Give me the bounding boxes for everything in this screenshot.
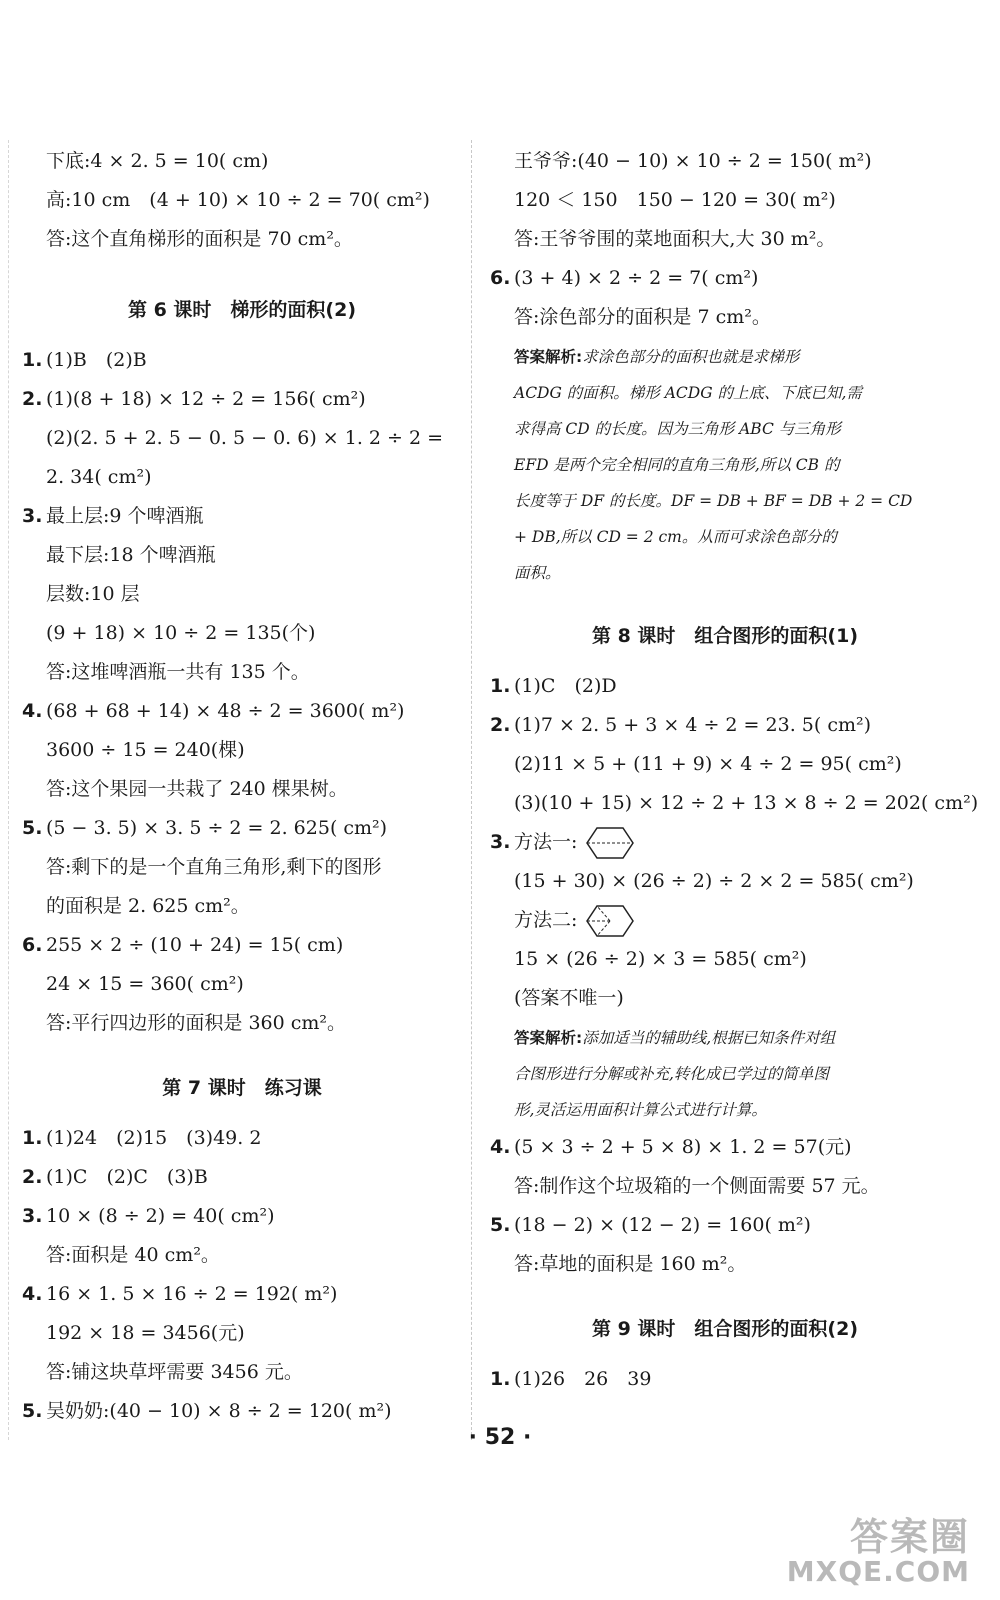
explanation-line: EFD 是两个完全相同的直角三角形,所以 CB 的: [514, 456, 840, 474]
question-number: 6.: [490, 267, 511, 289]
question-number: 2.: [22, 1166, 43, 1188]
text-line: [22, 887, 462, 926]
question-text: 10 × (8 ÷ 2) = 40( cm²): [46, 1205, 275, 1227]
question-text: (18 − 2) × (12 − 2) = 160( m²): [514, 1214, 811, 1236]
method-one-label: 方法一:: [514, 831, 578, 853]
explanation-title: 答案解析:: [514, 1029, 583, 1047]
question-line: [490, 259, 960, 298]
question-text: (1)(8 + 18) × 12 ÷ 2 = 156( cm²): [46, 388, 366, 410]
question-line: [22, 692, 462, 731]
text-line: [22, 965, 462, 1004]
question-line: [22, 926, 462, 965]
question-text: (1)C (2)C (3)B: [46, 1166, 208, 1188]
question-number: 1.: [490, 675, 511, 697]
question-number: 3.: [490, 831, 511, 853]
hexagon-split-figure: [585, 826, 635, 860]
column-divider: [471, 140, 473, 1440]
margin-line: [8, 140, 10, 1440]
question-line: [22, 1158, 462, 1197]
question-text: 答:面积是 40 cm²。: [46, 1244, 220, 1266]
question-text: 最上层:9 个啤酒瓶: [46, 505, 204, 527]
question-text: (5 − 3. 5) × 3. 5 ÷ 2 = 2. 625( cm²): [46, 817, 388, 839]
text-line: [490, 1245, 960, 1284]
question-text: (1)24 (2)15 (3)49. 2: [46, 1127, 262, 1149]
text-line: [490, 901, 960, 940]
text-line: [22, 848, 462, 887]
question-number: 3.: [22, 1205, 43, 1227]
question-text: 答:这个果园一共栽了 240 棵果树。: [46, 778, 348, 800]
text-line: [490, 1167, 960, 1206]
question-text: (2)11 × 5 + (11 + 9) × 4 ÷ 2 = 95( cm²): [514, 753, 902, 775]
question-text: (2)(2. 5 + 2. 5 − 0. 5 − 0. 6) × 1. 2 ÷ 2 =: [46, 427, 444, 449]
text-line: 下底:4 × 2. 5 = 10( cm): [46, 150, 269, 172]
text-line: [22, 653, 462, 692]
page-number: · 52 ·: [468, 1425, 532, 1450]
text-line: [22, 770, 462, 809]
question-text: 答:草地的面积是 160 m²。: [514, 1253, 747, 1275]
question-number: 2.: [22, 388, 43, 410]
question-line: [490, 667, 960, 706]
question-number: 1.: [22, 1127, 43, 1149]
method-two-label: 方法二:: [514, 909, 578, 931]
question-line: [490, 706, 960, 745]
question-line: [490, 1128, 960, 1167]
explanation-line: + DB,所以 CD = 2 cm。从而可求涂色部分的: [514, 528, 837, 546]
lesson-8-answers: [490, 667, 979, 823]
explanation-line: 求得高 CD 的长度。因为三角形 ABC 与三角形: [514, 420, 841, 438]
explanation-title: 答案解析:: [514, 348, 583, 366]
question-text: 层数:10 层: [46, 583, 140, 605]
question-number: 6.: [22, 934, 43, 956]
question-text: (5 × 3 ÷ 2 + 5 × 8) × 1. 2 = 57(元): [514, 1136, 852, 1158]
question-line: [22, 497, 462, 536]
question-number: 5.: [22, 817, 43, 839]
text-line: 15 × (26 ÷ 2) × 3 = 585( cm²): [514, 948, 807, 970]
explanation-line: [490, 1020, 960, 1056]
explanation-line: 长度等于 DF 的长度。DF = DB + BF = DB + 2 = CD: [514, 492, 913, 510]
text-line: (15 + 30) × (26 ÷ 2) ÷ 2 × 2 = 585( cm²): [514, 870, 914, 892]
question-line: [22, 380, 462, 419]
lesson-8-answers-continued: [490, 1128, 960, 1284]
question-text: (3 + 4) × 2 ÷ 2 = 7( cm²): [514, 267, 759, 289]
question-text: 3600 ÷ 15 = 240(棵): [46, 739, 245, 761]
answer-explanation-1: [490, 339, 960, 591]
section-heading-lesson-6: 第 6 课时 梯形的面积(2): [127, 299, 357, 321]
question-text: (9 + 18) × 10 ÷ 2 = 135(个): [46, 622, 316, 644]
text-line: 答:涂色部分的面积是 7 cm²。: [514, 306, 771, 328]
question-line: [490, 1360, 960, 1399]
question-line: [490, 1206, 960, 1245]
question-text: 答:剩下的是一个直角三角形,剩下的图形: [46, 856, 382, 878]
lesson-7-answers: [22, 1119, 462, 1431]
question-number: 4.: [22, 700, 43, 722]
right-column: [490, 142, 979, 1399]
question-text: 答:这堆啤酒瓶一共有 135 个。: [46, 661, 310, 683]
text-line: [22, 575, 462, 614]
question-number: 3.: [22, 505, 43, 527]
left-column: [22, 142, 462, 1431]
text-line: [22, 731, 462, 770]
question-number: 5.: [490, 1214, 511, 1236]
explanation-line: 面积。: [514, 564, 561, 582]
question-text: 答:铺这块草坪需要 3456 元。: [46, 1361, 303, 1383]
question-text: 24 × 15 = 360( cm²): [46, 973, 244, 995]
question-line: [22, 341, 462, 380]
text-line: [22, 419, 462, 458]
question-text: 255 × 2 ÷ (10 + 24) = 15( cm): [46, 934, 344, 956]
text-line: 高:10 cm (4 + 10) × 10 ÷ 2 = 70( cm²): [46, 189, 430, 211]
text-line: 王爷爷:(40 − 10) × 10 ÷ 2 = 150( m²): [514, 150, 872, 172]
watermark-url: MXQE.COM: [786, 1555, 970, 1588]
text-line: [22, 614, 462, 653]
question-line: [22, 1197, 462, 1236]
text-line: (答案不唯一): [514, 987, 624, 1009]
text-line: 答:这个直角梯形的面积是 70 cm²。: [46, 228, 353, 250]
question-text: 最下层:18 个啤酒瓶: [46, 544, 216, 566]
question-text: 16 × 1. 5 × 16 ÷ 2 = 192( m²): [46, 1283, 338, 1305]
question-text: 2. 34( cm²): [46, 466, 152, 488]
section-heading-lesson-9: 第 9 课时 组合图形的面积(2): [591, 1318, 859, 1340]
text-line: 答:王爷爷围的菜地面积大,大 30 m²。: [514, 228, 836, 250]
lesson-6-answers: [22, 341, 462, 1043]
watermark: [787, 1506, 970, 1588]
question-number: 1.: [490, 1368, 511, 1390]
answer-explanation-2: [490, 1020, 960, 1128]
question-text: (1)7 × 2. 5 + 3 × 4 ÷ 2 = 23. 5( cm²): [514, 714, 872, 736]
question-text: 答:平行四边形的面积是 360 cm²。: [46, 1012, 347, 1034]
text-line: [22, 1004, 462, 1043]
explanation-line: [490, 339, 960, 375]
question-text: 的面积是 2. 625 cm²。: [46, 895, 250, 917]
text-line: 120 ＜ 150 150 − 120 = 30( m²): [514, 189, 836, 211]
watermark-logo: 答案圈: [849, 1515, 970, 1559]
question-number: 2.: [490, 714, 511, 736]
explanation-text: 求涂色部分的面积也就是求梯形: [582, 348, 800, 366]
text-line: [22, 1353, 462, 1392]
text-line: [490, 784, 979, 823]
question-text: (3)(10 + 15) × 12 ÷ 2 + 13 × 8 ÷ 2 = 202( cm²): [514, 792, 979, 814]
text-line: [22, 536, 462, 575]
question-line: [490, 823, 960, 862]
question-text: (1)B (2)B: [46, 349, 147, 371]
question-number: 1.: [22, 349, 43, 371]
question-text: 吴奶奶:(40 − 10) × 8 ÷ 2 = 120( m²): [46, 1400, 392, 1422]
question-line: [22, 809, 462, 848]
text-line: [490, 745, 960, 784]
question-number: 4.: [490, 1136, 511, 1158]
question-line: [22, 1275, 462, 1314]
section-heading-lesson-8: 第 8 课时 组合图形的面积(1): [591, 625, 859, 647]
question-line: [22, 1119, 462, 1158]
text-line: [22, 1236, 462, 1275]
explanation-line: ACDG 的面积。梯形 ACDG 的上底、下底已知,需: [514, 384, 862, 402]
text-line: [22, 1314, 462, 1353]
text-line: [22, 458, 462, 497]
explanation-line: 形,灵活运用面积计算公式进行计算。: [514, 1101, 767, 1119]
question-text: (68 + 68 + 14) × 48 ÷ 2 = 3600( m²): [46, 700, 405, 722]
hexagon-radial-figure: [585, 904, 635, 938]
explanation-text: 添加适当的辅助线,根据已知条件对组: [582, 1029, 836, 1047]
question-text: (1)26 26 39: [514, 1368, 652, 1390]
question-number: 4.: [22, 1283, 43, 1305]
section-heading-lesson-7: 第 7 课时 练习课: [162, 1077, 322, 1099]
question-text: 答:制作这个垃圾箱的一个侧面需要 57 元。: [514, 1175, 880, 1197]
explanation-line: 合图形进行分解或补充,转化成已学过的简单图: [514, 1065, 829, 1083]
question-text: (1)C (2)D: [514, 675, 617, 697]
question-text: 192 × 18 = 3456(元): [46, 1322, 245, 1344]
question-number: 5.: [22, 1400, 43, 1422]
